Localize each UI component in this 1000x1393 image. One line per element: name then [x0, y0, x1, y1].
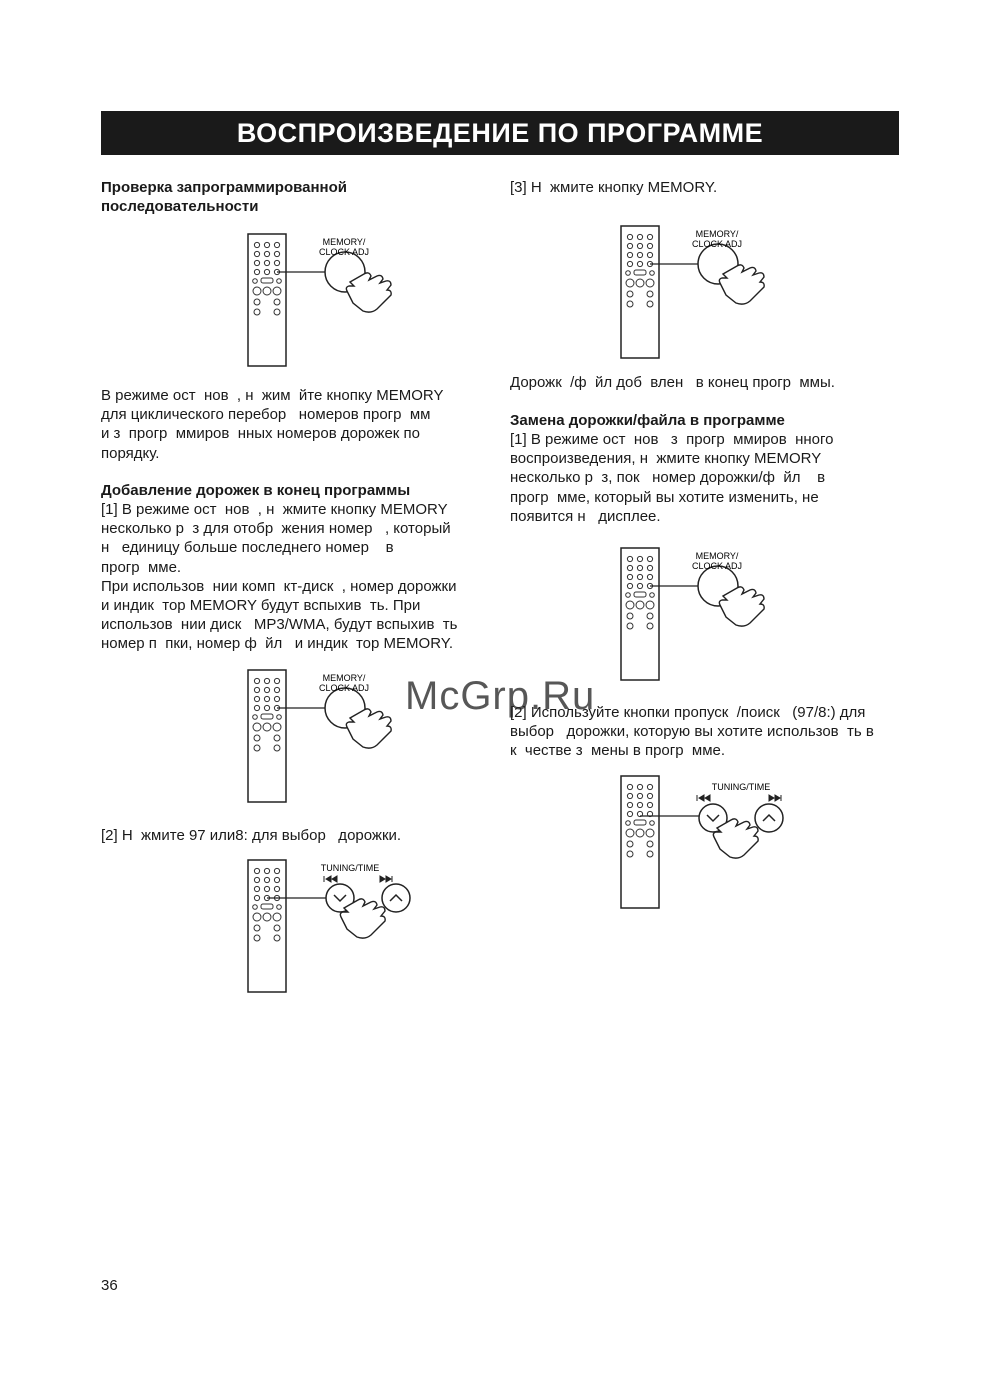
memory-label: MEMORY/ — [322, 673, 366, 683]
clock-adj-label: CLOCK ADJ — [318, 683, 370, 693]
clock-adj-label: CLOCK ADJ — [691, 561, 743, 571]
tuning-label: TUNING/TIME — [320, 863, 380, 873]
clock-adj-label: CLOCK ADJ — [318, 247, 370, 257]
step3-press-memory: [3] Н жмите кнопку MEMORY. — [510, 179, 718, 196]
para-track-added: Дорожк /ф йл доб влен в конец прогр ммы. — [510, 374, 835, 391]
tuning-label: TUNING/TIME — [711, 782, 771, 792]
remote-memory-figure-2 — [240, 664, 400, 806]
heading-add-tracks: Добавление дорожек в конец программы — [101, 482, 411, 499]
remote-memory-figure-1 — [240, 228, 400, 370]
heading-check-program: Проверка запрограммированной последовательности — [101, 179, 347, 216]
remote-tuning-figure-1 — [240, 854, 420, 996]
remote-memory-figure-3 — [613, 220, 773, 362]
remote-tuning-figure-2 — [613, 770, 793, 912]
para-cycle-program: В режиме ост нов , н жим йте кнопку MEMORY для циклического перебор номеров прогр мм и з прогр ммиров нных номеров дорожек по порядку. — [101, 387, 444, 462]
memory-label: MEMORY/ — [695, 551, 739, 561]
heading-replace-track: Замена дорожки/файла в программе — [510, 412, 785, 429]
memory-label: MEMORY/ — [322, 237, 366, 247]
step2-select-track: [2] Н жмите 97 или8: для выбор дорожки. — [101, 827, 402, 844]
para-replace-step1: [1] В режиме ост нов з прогр ммиров нного воспроизведения, н жмите кнопку MEMORY несколько р з, пок номер дорожки/ф йл в прогр мме, который вы хотите изменить, не появится н дисплее. — [510, 431, 834, 525]
page-number: 36 — [101, 1277, 118, 1294]
page-title: ВОСПРОИЗВЕДЕНИЕ ПО ПРОГРАММЕ — [101, 111, 899, 155]
watermark: McGrp.Ru — [405, 674, 596, 718]
memory-label: MEMORY/ — [695, 229, 739, 239]
remote-memory-figure-4 — [613, 542, 773, 684]
para-replace-step2: [2] Используйте кнопки пропуск /поиск (97/8:) для выбор дорожки, которую вы хотите использов ть в к честве з мены в прогр мме. — [510, 704, 874, 760]
clock-adj-label: CLOCK ADJ — [691, 239, 743, 249]
para-add-tracks: [1] В режиме ост нов , н жмите кнопку MEMORY несколько р з для отобр жения номер , который н единицу больше последнего номер в прогр мме. При использов нии комп кт-диск , номер дорожки и индик тор MEMORY будут вспыхив ть. При использов нии диск MP3/WMA, будут вспыхив ть номер п пки, номер ф йл и индик тор MEMORY. — [101, 501, 458, 653]
